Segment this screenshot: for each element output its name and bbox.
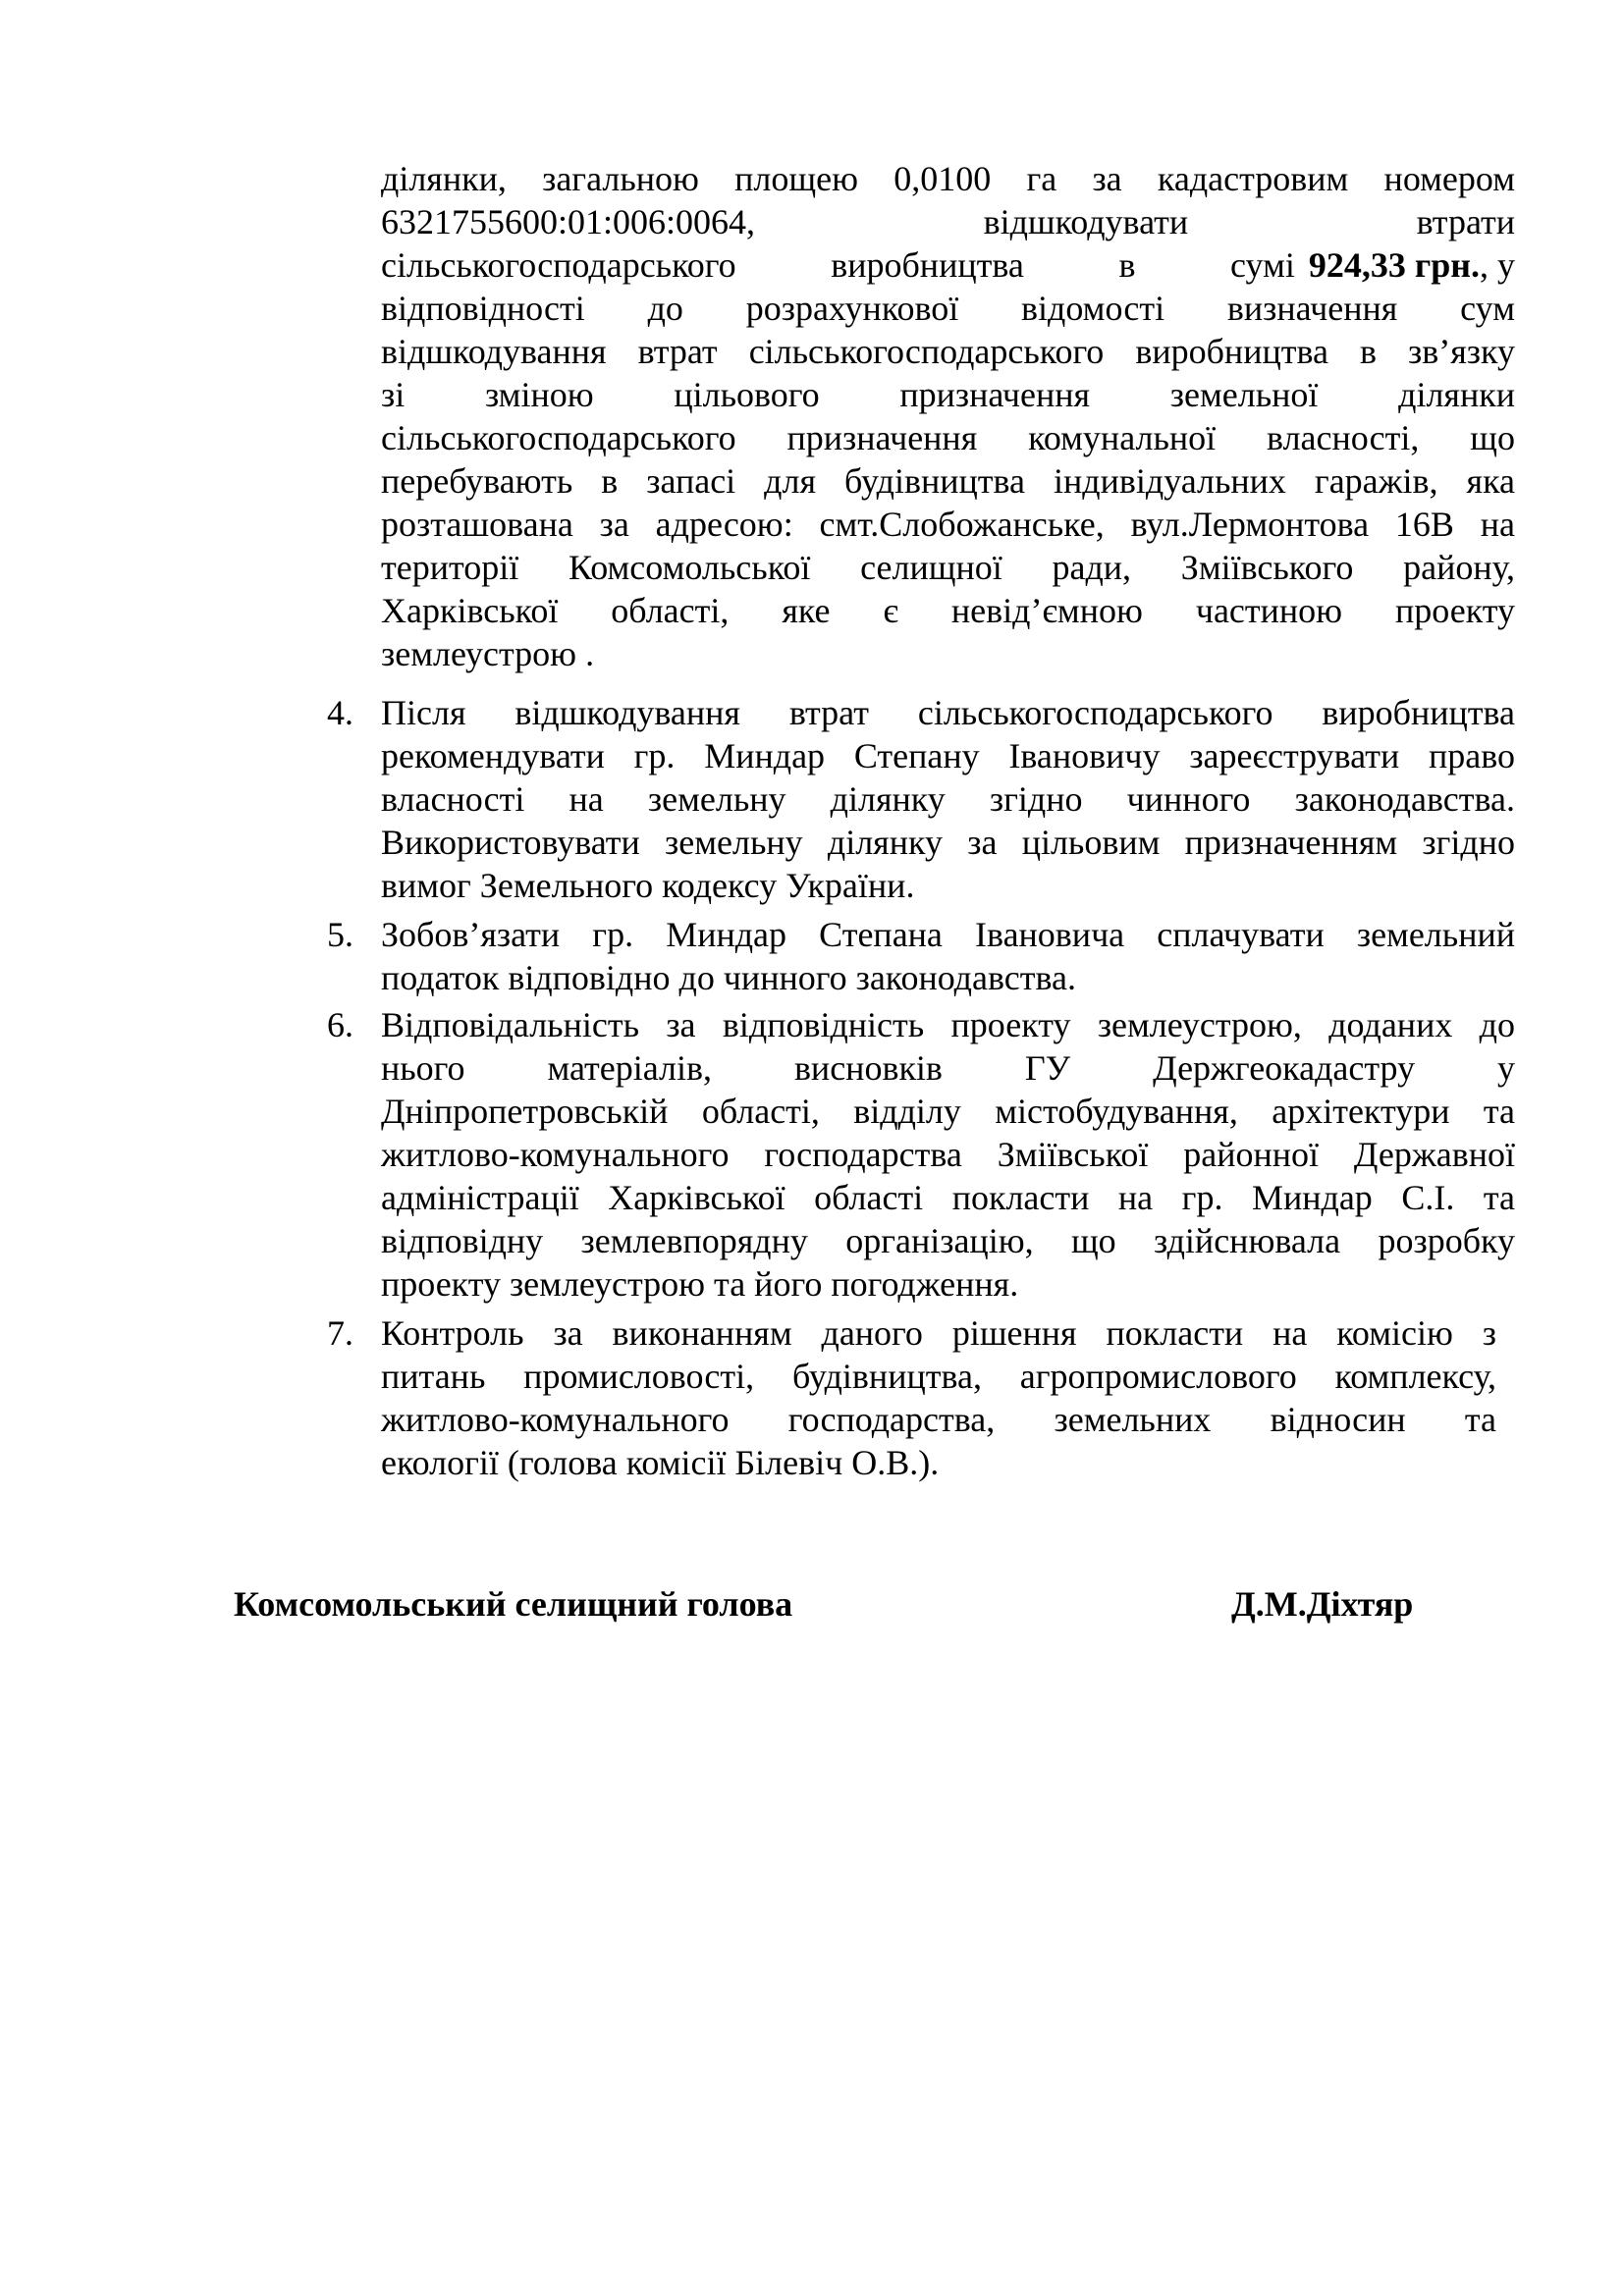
text-line: Харківської області, яке є невід’ємною частиною проекту: [381, 591, 1515, 630]
text-line: ділянки, загальною площею 0,0100 га за кадастровим номером: [381, 159, 1515, 198]
text-line: житлово-комунального господарства, земельних відносин та: [381, 1400, 1496, 1439]
text-line: нього матеріалів, висновків ГУ Держгеокадастру у: [381, 1048, 1515, 1088]
text-line: податок відповідно до чинного законодавства.: [381, 958, 1076, 997]
text-line: питань промисловості, будівництва, агропромислового комплексу,: [381, 1357, 1496, 1396]
text-line: вимог Земельного кодексу України.: [381, 866, 915, 905]
text-line: сільськогосподарського призначення комунальної власності, що: [381, 418, 1515, 457]
text-line: перебувають в запасі для будівництва індивідуальних гаражів, яка: [381, 461, 1515, 501]
text-line-amount: [381, 243, 1515, 287]
text-line: проекту землеустрою та його погодження.: [381, 1264, 1019, 1304]
list-number: 5.: [327, 915, 353, 954]
text-line: рекомендувати гр. Миндар Степану Івановичу зареєструвати право: [381, 736, 1515, 775]
text-fragment: , у: [1480, 245, 1515, 285]
text-fragment: сільськогосподарського виробництва в сумі: [381, 245, 1295, 285]
compensation-amount: 924,33 грн.: [1308, 245, 1480, 285]
text-line: Після відшкодування втрат сільськогосподарського виробництва: [381, 693, 1515, 732]
text-line: житлово-комунального господарства Зміївської районної Державної: [381, 1135, 1515, 1174]
text-line: власності на земельну ділянку згідно чинного законодавства.: [381, 779, 1515, 819]
text-line: Відповідальність за відповідність проекту землеустрою, доданих до: [381, 1005, 1515, 1044]
signatory-name: Д.М.Діхтяр: [1231, 1584, 1414, 1624]
text-line: відповідну землевпорядну організацію, що здійснювала розробку: [381, 1221, 1515, 1260]
text-line: екології (голова комісії Білевіч О.В.).: [381, 1443, 940, 1482]
text-line: відповідності до розрахункової відомості визначення сум: [381, 289, 1515, 328]
text-line: зі зміною цільового призначення земельної ділянки: [381, 375, 1515, 414]
amount-group: [1309, 243, 1515, 287]
list-number: 6.: [327, 1005, 353, 1044]
list-number: 4.: [327, 693, 353, 732]
text-line: відшкодування втрат сільськогосподарського виробництва в зв’язку: [381, 332, 1515, 371]
text-line: Зобов’язати гр. Миндар Степана Івановича сплачувати земельний: [381, 915, 1515, 954]
text-line: території Комсомольської селищної ради, Зміївського району,: [381, 548, 1515, 587]
text-line: Використовувати земельну ділянку за цільовим призначенням згідно: [381, 823, 1515, 862]
text-line: адміністрації Харківської області покласти на гр. Миндар С.І. та: [381, 1178, 1515, 1217]
text-line: розташована за адресою: смт.Слобожанське, вул.Лермонтова 16В на: [381, 505, 1515, 544]
signatory-title: Комсомольський селищний голова: [234, 1584, 793, 1624]
text-line: Контроль за виконанням даного рішення покласти на комісію з: [381, 1313, 1496, 1353]
text-line: землеустрою .: [381, 634, 595, 673]
text-line: 6321755600:01:006:0064, відшкодувати втрати: [381, 202, 1515, 241]
list-number: 7.: [327, 1313, 353, 1353]
text-line: Дніпропетровській області, відділу містобудування, архітектури та: [381, 1092, 1515, 1131]
